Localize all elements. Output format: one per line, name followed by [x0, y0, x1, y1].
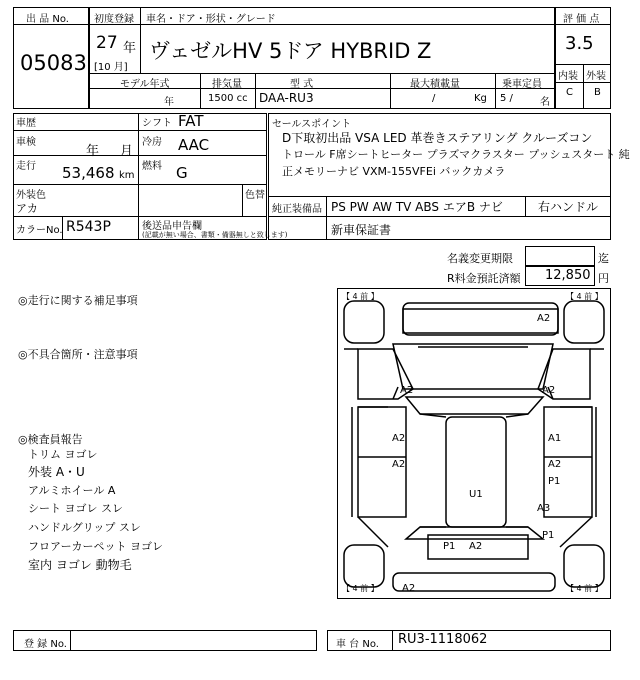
damage-mark-right-quarter-paint: P1 [542, 530, 555, 541]
damage-mark-left-front-door: A2 [392, 433, 406, 444]
inspection-label: 車検 [16, 137, 36, 148]
inspector-line: 外装 A・U [28, 465, 85, 479]
registration-month: [10 月] [94, 62, 128, 73]
registration-year: 27 [96, 33, 118, 53]
damage-mark-right-fender: A2 [542, 385, 556, 396]
steering-value: 右ハンドル [538, 200, 599, 214]
name-change-box [525, 246, 595, 266]
damage-mark-right-quarter: A3 [537, 503, 551, 514]
exterior-grade: B [594, 87, 601, 98]
mileage-unit: km [119, 170, 135, 181]
inspector-line: シート ヨゴレ スレ [28, 502, 123, 515]
inspector-line: 室内 ヨゴレ 動物毛 [28, 558, 132, 572]
displacement-label: 排気量 [212, 79, 242, 90]
color-no-label: カラーNo. [16, 225, 63, 236]
damage-mark-tailgate: A2 [469, 541, 483, 552]
exterior-color-label: 外装色 [16, 190, 46, 201]
damage-mark-right-front-door: A1 [548, 433, 562, 444]
driving-notes-heading: ◎走行に関する補足事項 [18, 294, 138, 307]
name-change-label: 名義変更期限 [447, 252, 513, 265]
score-label: 評 価 点 [563, 14, 600, 25]
ac-label: 冷房 [142, 137, 162, 148]
max-load-unit: Kg [474, 93, 487, 104]
mileage-value: 53,468 [62, 164, 115, 182]
registration-label: 登 録 No. [24, 639, 67, 650]
damage-mark-left-rear-door: A2 [392, 459, 406, 470]
car-name-label: 車名・ドア・形状・グレード [146, 14, 276, 25]
max-load-label: 最大積載量 [410, 79, 460, 90]
score-value: 3.5 [565, 33, 594, 54]
chassis-label: 車 台 No. [336, 639, 379, 650]
corner-label-front-left: 【 4 前 】 [342, 292, 379, 301]
car-name: ヴェゼルHV 5ドア HYBRID Z [149, 39, 432, 63]
max-load-value: / [432, 93, 436, 104]
shift-value: FAT [178, 112, 204, 130]
inspection-month: 月 [120, 144, 134, 159]
corner-label-front-right: 【 4 前 】 [566, 292, 603, 301]
model-year-unit: 年 [164, 97, 174, 108]
name-change-unit: 迄 [598, 252, 609, 265]
sales-line-1: D下取初出品 VSA LED 革巻きステアリング クルーズコン [282, 131, 593, 145]
inspector-line: アルミホイール A [28, 484, 116, 497]
damage-mark-hood: A2 [537, 313, 551, 324]
capacity-unit: 名 [540, 97, 550, 108]
chassis-number: RU3-1118062 [398, 632, 488, 647]
lot-number: 05083 [20, 51, 87, 75]
mileage-label: 走行 [16, 161, 36, 172]
capacity-value: 5 / [500, 93, 513, 104]
defects-heading: ◎不具合箇所・注意事項 [18, 348, 138, 361]
fuel-value: G [176, 164, 188, 182]
recycle-value: 12,850 [545, 268, 591, 283]
interior-grade: C [566, 87, 573, 98]
recycle-unit: 円 [598, 272, 609, 285]
recycle-label: R料金預託済額 [447, 272, 521, 285]
interior-label: 内装 [558, 71, 578, 82]
history-label: 車歴 [16, 118, 36, 129]
type-label: 型 式 [290, 79, 314, 90]
exterior-label: 外装 [586, 71, 606, 82]
damage-mark-right-rear-door: A2 [548, 459, 562, 470]
shift-label: シフト [142, 118, 172, 129]
damage-mark-tailgate-paint: P1 [443, 541, 456, 552]
lot-label: 出 品 No. [26, 14, 69, 25]
inspector-line: トリム ヨゴレ [28, 448, 98, 461]
inspector-line: フロアーカーペット ヨゴレ [28, 540, 163, 553]
inspection-year: 年 [86, 144, 100, 159]
displacement-value: 1500 cc [208, 93, 248, 104]
exterior-color-value: アカ [16, 202, 38, 215]
corner-label-rear-right: 【 4 前 】 [566, 584, 603, 593]
corner-label-rear-left: 【 4 前 】 [342, 584, 379, 593]
registration-year-unit: 年 [123, 41, 137, 56]
color-change-label: 色替 [245, 190, 265, 201]
first-registration-label: 初度登録 [94, 14, 134, 25]
fuel-label: 燃料 [142, 161, 162, 172]
equipment-value: PS PW AW TV ABS エアB ナビ [331, 200, 503, 214]
car-diagram [337, 288, 611, 599]
aftersale-note: (記載が無い場合、書類・備器無しと致します) [142, 231, 288, 239]
equipment-label: 純正装備品 [272, 204, 322, 215]
capacity-label: 乗車定員 [502, 79, 542, 90]
sales-point-label: セールスポイント [272, 119, 352, 130]
damage-mark-roof: U1 [469, 489, 483, 500]
warranty-value: 新車保証書 [331, 223, 392, 237]
damage-mark-right-rear-door-paint: P1 [548, 476, 561, 487]
damage-mark-rear-bumper: A2 [402, 583, 416, 594]
sales-line-3: 正メモリーナビ VXM-155VFEi バックカメラ [282, 165, 506, 178]
ac-value: AAC [178, 136, 210, 154]
aftersale-label: 後送品申告欄 [142, 221, 202, 232]
inspector-line: ハンドルグリップ スレ [28, 521, 141, 534]
damage-mark-left-fender: A2 [400, 385, 414, 396]
type-value: DAA-RU3 [259, 91, 314, 105]
inspector-heading: ◎検査員報告 [18, 433, 83, 446]
sales-line-2: トロール F席シートヒーター プラズマクラスター プッシュスタート 純 [282, 148, 630, 161]
color-no-value: R543P [66, 219, 111, 235]
model-year-label: モデル年式 [120, 79, 170, 90]
